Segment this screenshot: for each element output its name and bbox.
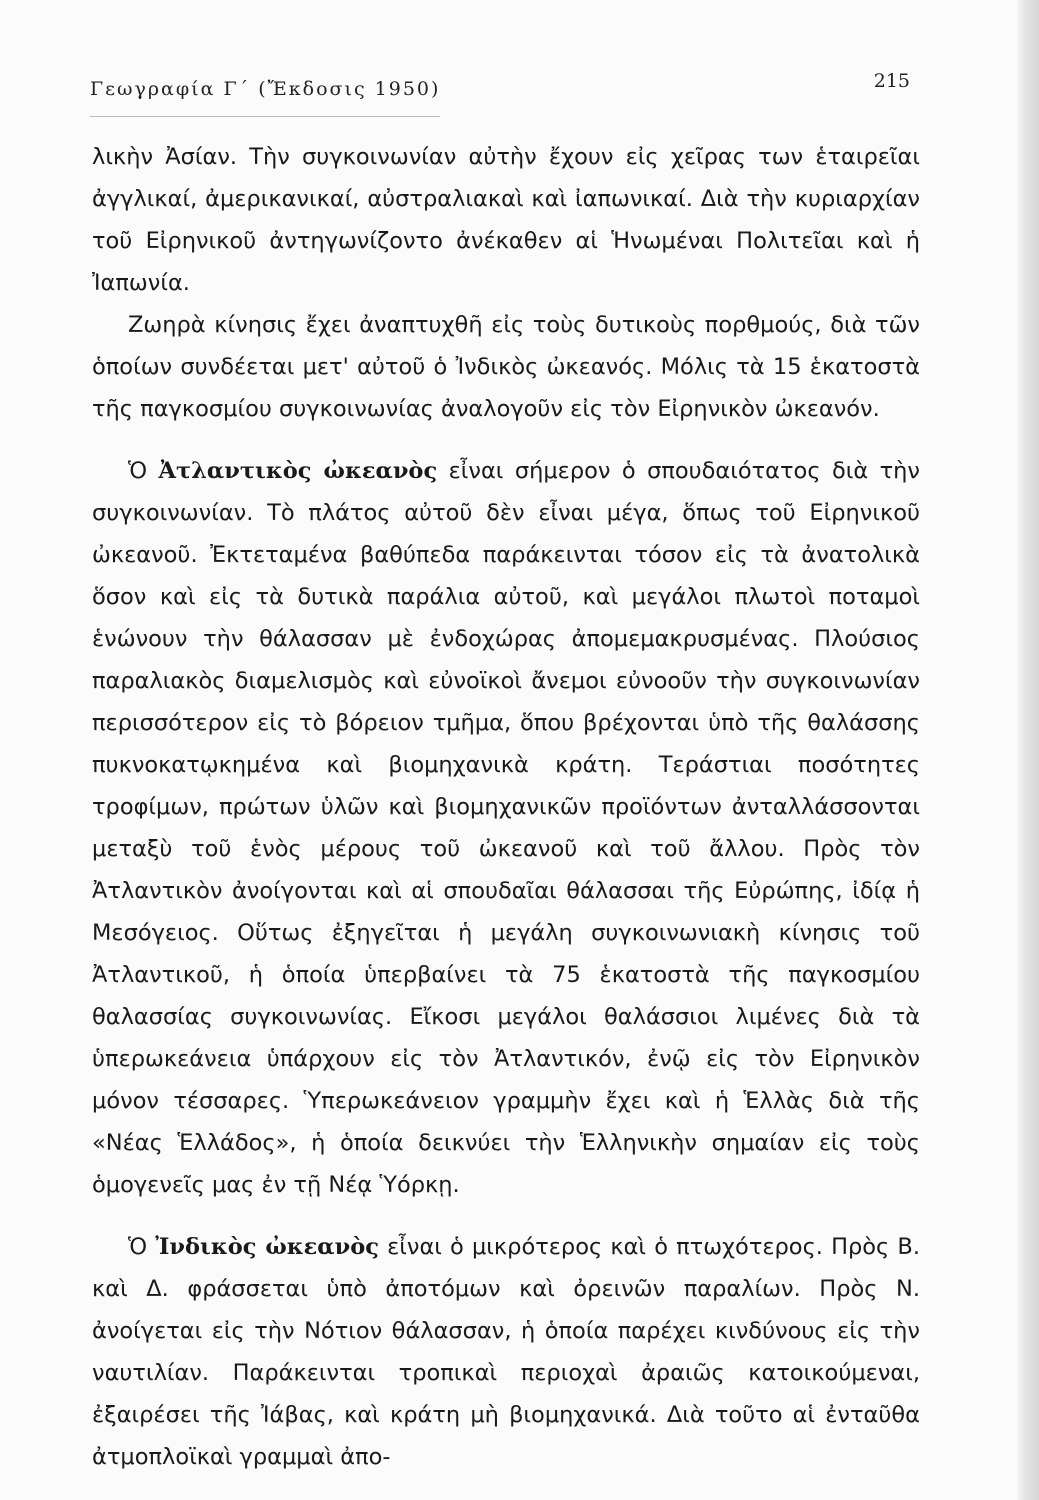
body-text	[92, 136, 920, 1478]
term-atlantic-ocean: Ἀτλαντικὸς ὠκεανὸς	[158, 458, 438, 484]
paragraph-text: λικὴν Ἀσίαν. Τὴν συγκοινωνίαν αὐτὴν ἔχουν εἰς χεῖρας των ἑταιρεῖαι ἀγγλικαί, ἀμερικανικαί, αὐστραλιακαὶ καὶ ἰαπωνικαί. Διὰ τὴν κυριαρχίαν τοῦ Εἰρηνικοῦ ἀντηγωνίζοντο ἀνέκαθεν αἱ Ἡνωμέναι Πολιτεῖαι καὶ ἡ Ἰαπωνία.	[92, 144, 920, 296]
paragraph-lead: Ὁ	[128, 1234, 148, 1260]
paragraph-atlantic-ocean	[92, 450, 920, 1206]
page-number: 215	[873, 70, 910, 92]
page-edge	[1017, 0, 1039, 1500]
paragraph-indian-ocean	[92, 1226, 920, 1478]
paragraph-text: Ζωηρὰ κίνησις ἔχει ἀναπτυχθῆ εἰς τοὺς δυτικοὺς πορθμούς, διὰ τῶν ὁποίων συνδέεται μετ' αὐτοῦ ὁ Ἰνδικὸς ὠκεανός. Μόλις τὰ 15 ἑκατοστὰ τῆς παγκοσμίου συγκοινωνίας ἀναλογοῦν εἰς τὸν Εἰρηνικὸν ὠκεανόν.	[92, 312, 920, 422]
paragraph-pacific-straits	[92, 304, 920, 430]
page-header	[90, 70, 910, 110]
paragraph-text: εἶναι ὁ μικρότερος καὶ ὁ πτωχότερος. Πρὸς Β. καὶ Δ. φράσσεται ὑπὸ ἀποτόμων καὶ ὀρεινῶν παραλίων. Πρὸς Ν. ἀνοίγεται εἰς τὴν Νότιον θάλασσαν, ἡ ὁποία παρέχει κινδύνους εἰς τὴν ναυτιλίαν. Παράκεινται τροπικαὶ περιοχαὶ ἀραιῶς κατοικούμεναι, ἐξαιρέσει τῆς Ἰάβας, καὶ κράτη μὴ βιομηχανικά. Διὰ τοῦτο αἱ ἐνταῦθα ἀτμοπλοϊκαὶ γραμμαὶ ἀπο-	[92, 1234, 921, 1470]
paragraph-text: εἶναι σήμερον ὁ σπουδαιότατος διὰ τὴν συγκοινωνίαν. Τὸ πλάτος αὐτοῦ δὲν εἶναι μέγα, ὅπως τοῦ Εἰρηνικοῦ ὠκεανοῦ. Ἐκτεταμένα βαθύπεδα παράκεινται τόσον εἰς τὰ ἀνατολικὰ ὅσον καὶ εἰς τὰ δυτικὰ παράλια αὐτοῦ, καὶ μεγάλοι πλωτοὶ ποταμοὶ ἑνώνουν τὴν θάλασσαν μὲ ἐνδοχώρας ἀπομεμακρυσμένας. Πλούσιος παραλιακὸς διαμελισμὸς καὶ εὐνοϊκοὶ ἄνεμοι εὐνοοῦν τὴν συγκοινωνίαν περισσότερον εἰς τὸ βόρειον τμῆμα, ὅπου βρέχονται ὑπὸ τῆς θαλάσσης πυκνοκατῳκημένα καὶ βιομηχανικὰ κράτη. Τεράστιαι ποσότητες τροφίμων, πρώτων ὑλῶν καὶ βιομηχανικῶν προϊόντων ἀνταλλάσσονται μεταξὺ τοῦ ἑνὸς μέρους τοῦ ὠκεανοῦ καὶ τοῦ ἄλλου. Πρὸς τὸν Ἀτλαντικὸν ἀνοίγονται καὶ αἱ σπουδαῖαι θάλασσαι τῆς Εὐρώπης, ἰδίᾳ ἡ Μεσόγειος. Οὕτως ἐξηγεῖται ἡ μεγάλη συγκοινωνιακὴ κίνησις τοῦ Ἀτλαντικοῦ, ἡ ὁποία ὑπερβαίνει τὰ 75 ἑκατοστὰ τῆς παγκοσμίου θαλασσίας συγκοινωνίας. Εἴκοσι μεγάλοι θαλάσσιοι λιμένες διὰ τὰ ὑπερωκεάνεια ὑπάρχουν εἰς τὸν Ἀτλαντικόν, ἐνῷ εἰς τὸν Εἰρηνικὸν μόνον τέσσαρες. Ὑπερωκεάνειον γραμμὴν ἔχει καὶ ἡ Ἑλλὰς διὰ τῆς «Νέας Ἑλλάδος», ἡ ὁποία δεικνύει τὴν Ἑλληνικὴν σημαίαν εἰς τοὺς ὁμογενεῖς μας ἐν τῇ Νέᾳ Ὑόρκῃ.	[92, 458, 920, 1198]
running-head: Γεωγραφία Γ΄ (Ἔκδοσις 1950)	[90, 78, 441, 100]
term-indian-ocean: Ἰνδικὸς ὠκεανὸς	[155, 1234, 379, 1260]
paragraph-continuation	[92, 136, 920, 304]
header-rule	[90, 116, 440, 117]
paragraph-lead: Ὁ	[128, 458, 148, 484]
